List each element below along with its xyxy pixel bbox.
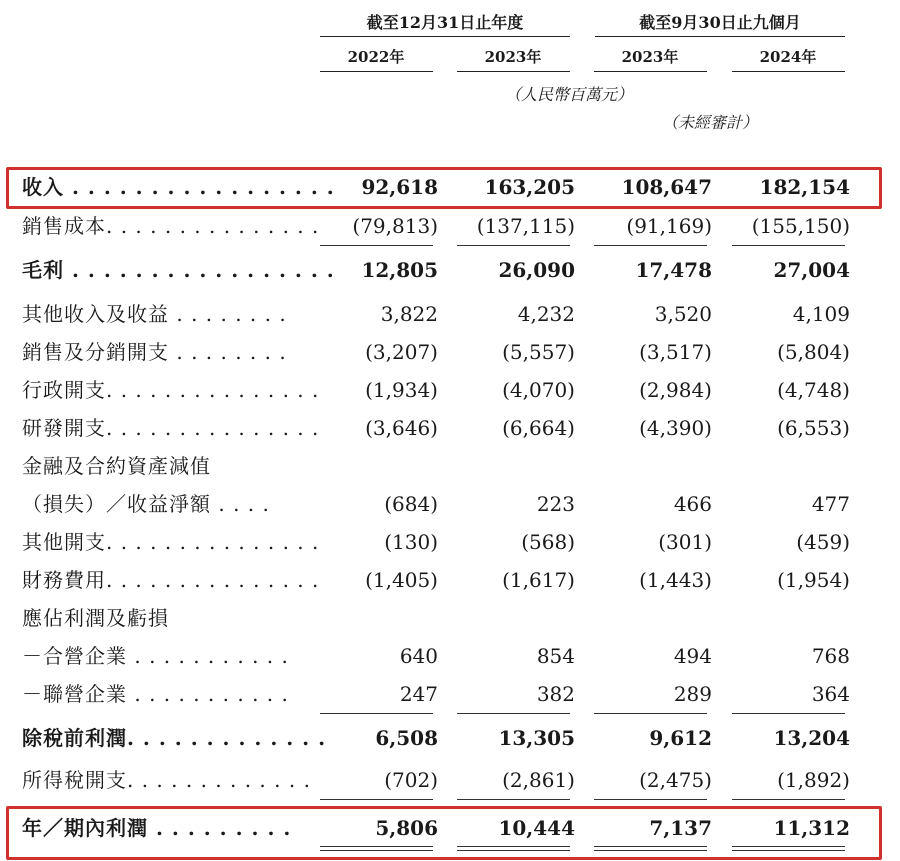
row-label: 毛利 . . . . . . . . . . . . . . . . . <box>22 258 335 282</box>
cell-value: (79,813) <box>352 214 438 238</box>
highlight-box-revenue <box>6 167 882 209</box>
row-label: 行政開支. . . . . . . . . . . . . . . <box>22 378 320 402</box>
year-header-2024-interim: 2024年 <box>759 48 817 66</box>
table-row-impairment-net <box>0 486 900 522</box>
cell-value: (3,207) <box>365 340 438 364</box>
cell-value: (6,664) <box>502 416 575 440</box>
cell-value: (1,443) <box>639 568 712 592</box>
cell-value: 854 <box>536 644 575 668</box>
cell-value: 17,478 <box>635 258 712 282</box>
cell-value: 3,520 <box>654 302 712 326</box>
cell-value: (130) <box>384 530 438 554</box>
table-row-joint-ventures <box>0 638 900 674</box>
cell-value: 10,444 <box>498 816 575 840</box>
cell-value: 182,154 <box>759 175 850 199</box>
row-label: 應佔利潤及虧損 <box>22 606 169 630</box>
table-row-other-income <box>0 296 900 332</box>
cell-value: (301) <box>658 530 712 554</box>
cell-value: 382 <box>536 682 575 706</box>
table-row-admin-expenses <box>0 372 900 408</box>
cell-value: (1,892) <box>777 768 850 792</box>
subtotal-rule <box>320 713 433 714</box>
subtotal-rule <box>457 799 570 800</box>
cell-value: (1,617) <box>502 568 575 592</box>
subtotal-rule <box>320 245 433 246</box>
cell-value: (137,115) <box>476 214 575 238</box>
table-row-rd-expenses <box>0 410 900 446</box>
cell-value: (4,390) <box>639 416 712 440</box>
subtotal-rule <box>594 713 707 714</box>
cell-value: (5,804) <box>777 340 850 364</box>
cell-value: 477 <box>811 492 850 516</box>
table-row-selling-expenses <box>0 334 900 370</box>
cell-value: (1,405) <box>365 568 438 592</box>
cell-value: (2,861) <box>502 768 575 792</box>
cell-value: 108,647 <box>621 175 712 199</box>
row-label: 金融及合約資產減值 <box>22 454 211 478</box>
cell-value: 9,612 <box>649 726 712 750</box>
cell-value: (3,517) <box>639 340 712 364</box>
cell-value: 7,137 <box>649 816 712 840</box>
header-group2-underline <box>595 36 845 37</box>
cell-value: (4,748) <box>777 378 850 402</box>
cell-value: (702) <box>384 768 438 792</box>
cell-value: (2,984) <box>639 378 712 402</box>
subtotal-rule <box>457 713 570 714</box>
year-underline <box>320 71 433 72</box>
cell-value: (6,553) <box>777 416 850 440</box>
cell-value: (684) <box>384 492 438 516</box>
header-group-year-ended: 截至12月31日止年度 <box>366 13 524 32</box>
subtotal-rule <box>320 799 433 800</box>
cell-value: 223 <box>536 492 575 516</box>
highlight-box-profit <box>6 806 882 860</box>
header-group-nine-months: 截至9月30日止九個月 <box>639 13 801 32</box>
cell-value: (5,557) <box>502 340 575 364</box>
cell-value: 3,822 <box>380 302 438 326</box>
year-header-2022: 2022年 <box>347 48 405 66</box>
table-row-finance-costs <box>0 562 900 598</box>
row-label: 財務費用. . . . . . . . . . . . . . . <box>22 568 320 592</box>
subtotal-rule <box>732 799 845 800</box>
subtotal-rule <box>732 245 845 246</box>
cell-value: 4,232 <box>517 302 575 326</box>
row-label: －聯營企業 . . . . . . . . . . . <box>22 682 289 706</box>
cell-value: (459) <box>796 530 850 554</box>
year-underline <box>594 71 707 72</box>
subtotal-rule <box>732 713 845 714</box>
table-row-cost-of-sales <box>0 208 900 244</box>
cell-value: 163,205 <box>484 175 575 199</box>
table-row-associates <box>0 676 900 712</box>
cell-value: (1,934) <box>365 378 438 402</box>
row-label: 其他開支. . . . . . . . . . . . . . . <box>22 530 320 554</box>
table-row-gross-profit <box>0 252 900 288</box>
row-label: 收入 . . . . . . . . . . . . . . . . . <box>22 175 335 199</box>
cell-value: 466 <box>673 492 712 516</box>
year-header-2023-interim: 2023年 <box>621 48 679 66</box>
table-row-impairment-heading <box>0 448 900 484</box>
cell-value: (155,150) <box>751 214 850 238</box>
cell-value: 5,806 <box>375 816 438 840</box>
subtotal-rule <box>594 245 707 246</box>
cell-value: 364 <box>811 682 850 706</box>
row-label: 所得稅開支. . . . . . . . . . . . . <box>22 768 311 792</box>
row-label: 銷售成本. . . . . . . . . . . . . . . <box>22 214 320 238</box>
cell-value: 494 <box>673 644 712 668</box>
subtotal-rule <box>457 245 570 246</box>
cell-value: 4,109 <box>792 302 850 326</box>
cell-value: 13,204 <box>773 726 850 750</box>
subtotal-rule <box>594 799 707 800</box>
cell-value: (1,954) <box>777 568 850 592</box>
row-label: 研發開支. . . . . . . . . . . . . . . <box>22 416 320 440</box>
cell-value: 640 <box>399 644 438 668</box>
year-header-2023-annual: 2023年 <box>484 48 542 66</box>
cell-value: (3,646) <box>365 416 438 440</box>
cell-value: 92,618 <box>361 175 438 199</box>
row-label: 除稅前利潤. . . . . . . . . . . . . <box>22 726 327 750</box>
cell-value: (2,475) <box>639 768 712 792</box>
cell-value: 27,004 <box>773 258 850 282</box>
header-group1-underline <box>320 36 570 37</box>
cell-value: 289 <box>673 682 712 706</box>
cell-value: 12,805 <box>361 258 438 282</box>
table-row-income-tax <box>0 762 900 798</box>
row-label: 銷售及分銷開支 . . . . . . . . <box>22 340 287 364</box>
currency-note: （人民幣百萬元） <box>505 85 634 104</box>
table-row-profit-before-tax <box>0 720 900 756</box>
unaudited-note: （未經審計） <box>662 113 759 132</box>
cell-value: 6,508 <box>375 726 438 750</box>
cell-value: (4,070) <box>502 378 575 402</box>
row-label: （損失）／收益淨額 . . . . <box>22 492 270 516</box>
cell-value: 768 <box>811 644 850 668</box>
cell-value: 13,305 <box>498 726 575 750</box>
cell-value: 247 <box>399 682 438 706</box>
row-label: 其他收入及收益 . . . . . . . . <box>22 302 287 326</box>
table-row-other-expenses <box>0 524 900 560</box>
row-label: 年／期內利潤 . . . . . . . . . <box>22 816 292 840</box>
cell-value: 11,312 <box>773 816 850 840</box>
cell-value: (91,169) <box>626 214 712 238</box>
cell-value: (568) <box>521 530 575 554</box>
row-label: －合營企業 . . . . . . . . . . . <box>22 644 289 668</box>
year-underline <box>732 71 845 72</box>
year-underline <box>457 71 570 72</box>
cell-value: 26,090 <box>498 258 575 282</box>
table-row-share-heading <box>0 600 900 636</box>
